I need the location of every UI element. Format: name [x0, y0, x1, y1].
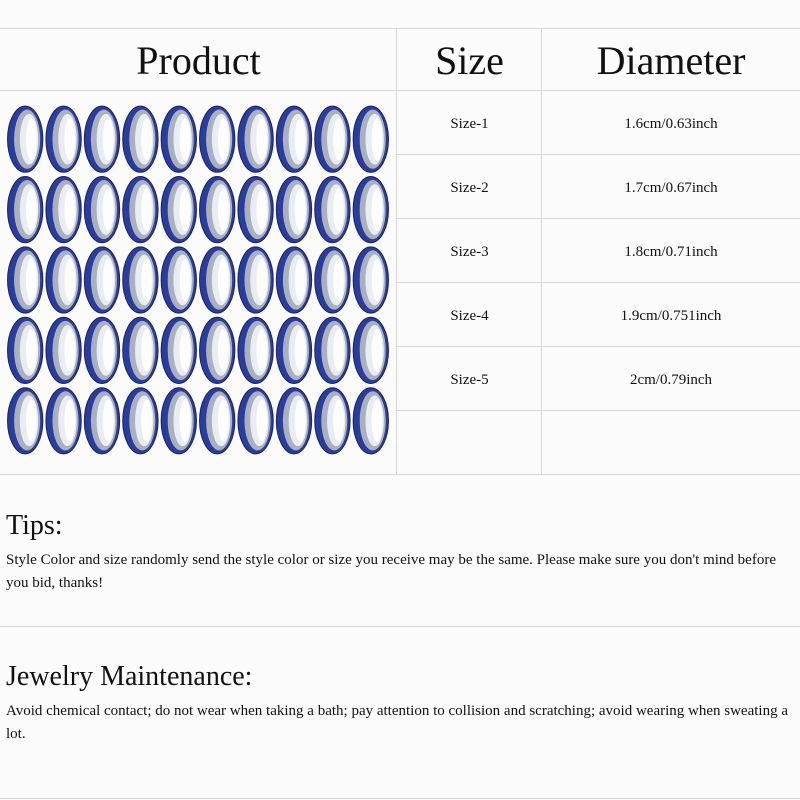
- ring-icon: [315, 317, 350, 383]
- page-bottom-border: [0, 798, 800, 799]
- ring-icon: [276, 388, 311, 454]
- ring-icon: [161, 106, 196, 172]
- section-divider: [0, 626, 800, 627]
- ring-icon: [8, 106, 43, 172]
- ring-icon: [161, 177, 196, 243]
- ring-icon: [84, 106, 119, 172]
- ring-icon: [238, 388, 273, 454]
- header-diameter: Diameter: [596, 37, 746, 83]
- ring-icon: [353, 388, 388, 454]
- ring-icon: [84, 317, 119, 383]
- ring-icon: [123, 388, 158, 454]
- ring-icon: [238, 317, 273, 383]
- ring-icon: [161, 247, 196, 313]
- maintenance-body: Avoid chemical contact; do not wear when taking a bath; pay attention to collision and scratching; avoid wearing when sweating a lot.: [6, 703, 788, 742]
- ring-icon: [353, 247, 388, 313]
- diameter-cell: 1.9cm/0.751inch: [620, 307, 722, 324]
- diameter-cell: 2cm/0.79inch: [629, 371, 713, 388]
- ring-icon: [123, 177, 158, 243]
- tips-body: Style Color and size randomly send the style color or size you receive may be the same. Please make sure you don't mind before you bid, thanks!: [6, 552, 776, 591]
- ring-icon: [46, 177, 81, 243]
- ring-icon: [84, 247, 119, 313]
- ring-icon: [123, 247, 158, 313]
- size-cell: Size-4: [450, 307, 489, 324]
- ring-icon: [238, 247, 273, 313]
- ring-icon: [276, 247, 311, 313]
- diameter-cell: 1.7cm/0.67inch: [624, 179, 718, 196]
- ring-icon: [46, 247, 81, 313]
- table-bottom-border: [0, 474, 800, 475]
- table-top-border: [0, 28, 800, 29]
- ring-icon: [276, 317, 311, 383]
- ring-icon: [276, 106, 311, 172]
- ring-icon: [161, 317, 196, 383]
- ring-icon: [315, 247, 350, 313]
- ring-icon: [161, 388, 196, 454]
- tips-title: Tips:: [6, 510, 63, 541]
- diameter-cell: 1.6cm/0.63inch: [624, 115, 718, 132]
- ring-icon: [353, 106, 388, 172]
- ring-icon: [200, 388, 235, 454]
- ring-icon: [84, 388, 119, 454]
- ring-icon: [46, 388, 81, 454]
- ring-icon: [123, 317, 158, 383]
- ring-icon: [315, 106, 350, 172]
- ring-icon: [353, 177, 388, 243]
- ring-icon: [276, 177, 311, 243]
- ring-icon: [46, 317, 81, 383]
- ring-icon: [315, 177, 350, 243]
- size-cell: Size-5: [450, 371, 489, 388]
- ring-icon: [200, 317, 235, 383]
- ring-icon: [200, 177, 235, 243]
- size-cell: Size-2: [450, 179, 489, 196]
- ring-icon: [8, 388, 43, 454]
- product-image: [6, 104, 390, 456]
- ring-icon: [8, 247, 43, 313]
- diameter-cell: 1.8cm/0.71inch: [624, 243, 718, 260]
- header-size: Size: [435, 37, 504, 83]
- ring-icon: [46, 106, 81, 172]
- ring-icon: [315, 388, 350, 454]
- ring-icon: [200, 106, 235, 172]
- size-cell: Size-1: [450, 115, 489, 132]
- size-cell: Size-3: [450, 243, 489, 260]
- header-product: Product: [136, 37, 261, 83]
- header-divider: [0, 90, 800, 91]
- ring-icon: [238, 177, 273, 243]
- ring-icon: [8, 177, 43, 243]
- ring-icon: [200, 247, 235, 313]
- ring-icon: [238, 106, 273, 172]
- maintenance-title: Jewelry Maintenance:: [6, 661, 253, 692]
- ring-icon: [8, 317, 43, 383]
- ring-icon: [84, 177, 119, 243]
- ring-icon: [123, 106, 158, 172]
- ring-icon: [353, 317, 388, 383]
